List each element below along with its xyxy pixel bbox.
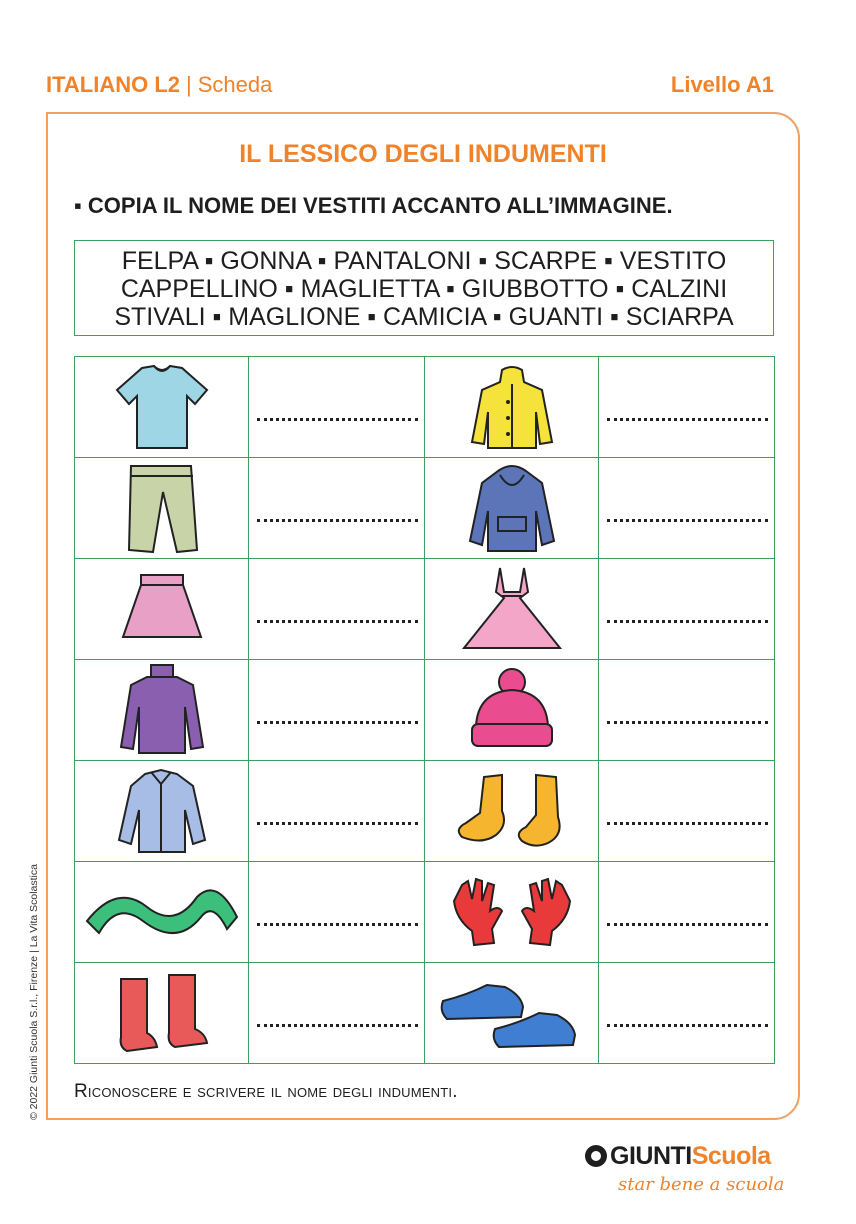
header-separator: |	[186, 72, 192, 97]
image-cell	[425, 357, 599, 458]
level-label: Livello A1	[670, 72, 774, 97]
word-bank-line: FELPA ▪ GONNA ▪ PANTALONI ▪ SCARPE ▪ VESTITO	[121, 247, 727, 275]
image-cell	[425, 862, 599, 963]
sweater-icon	[117, 663, 207, 757]
image-cell	[75, 761, 249, 862]
answer-line[interactable]	[249, 862, 425, 963]
beanie-icon	[464, 666, 560, 754]
answer-line[interactable]	[249, 357, 425, 458]
answer-line[interactable]	[249, 660, 425, 761]
footer-objective: Riconoscere e scrivere il nome degli indumenti.	[74, 1081, 458, 1102]
shirt-icon	[107, 766, 217, 856]
hoodie-icon	[462, 461, 562, 555]
image-cell	[425, 458, 599, 559]
answer-line[interactable]	[599, 862, 775, 963]
answer-line[interactable]	[599, 660, 775, 761]
answer-line[interactable]	[249, 963, 425, 1064]
page-title: IL LESSICO DEGLI INDUMENTI	[239, 140, 607, 168]
socks-icon	[452, 771, 572, 851]
answer-line[interactable]	[249, 761, 425, 862]
logo-brand-part2: Scuola	[691, 1142, 771, 1170]
logo-brand-part1: GIUNTI	[610, 1142, 692, 1170]
answer-line[interactable]	[249, 559, 425, 660]
image-cell	[75, 660, 249, 761]
answer-line[interactable]	[599, 357, 775, 458]
dress-icon	[462, 564, 562, 654]
answer-line[interactable]	[599, 559, 775, 660]
table-row	[75, 862, 775, 963]
answer-line[interactable]	[599, 458, 775, 559]
boots-icon	[107, 967, 217, 1059]
raincoat-icon	[462, 362, 562, 452]
copyright-text: © 2022 Giunti Scuola S.r.l., Firenze | La Vita Scolastica	[28, 864, 40, 1120]
image-cell	[75, 357, 249, 458]
image-cell	[75, 458, 249, 559]
t-shirt-icon	[107, 362, 217, 452]
publisher-logo	[585, 1142, 771, 1171]
subject-label: ITALIANO L2	[46, 72, 181, 97]
trousers-icon	[117, 462, 207, 554]
scarf-icon	[77, 877, 247, 947]
sheet-type-label: Scheda	[197, 72, 273, 97]
answer-line[interactable]	[249, 458, 425, 559]
image-cell	[75, 963, 249, 1064]
image-cell	[425, 963, 599, 1064]
sneakers-icon	[437, 971, 587, 1055]
skirt-icon	[117, 571, 207, 647]
header-subject	[46, 72, 272, 98]
exercise-table	[74, 356, 775, 1064]
table-row	[75, 357, 775, 458]
image-cell	[75, 559, 249, 660]
answer-line[interactable]	[599, 963, 775, 1064]
table-row	[75, 761, 775, 862]
logo-tagline: star bene a scuola	[618, 1174, 785, 1195]
image-cell	[425, 559, 599, 660]
word-bank-line: STIVALI ▪ MAGLIONE ▪ CAMICIA ▪ GUANTI ▪ SCIARPA	[114, 303, 734, 331]
gloves-icon	[442, 875, 582, 949]
image-cell	[75, 862, 249, 963]
word-bank	[74, 240, 774, 336]
table-row	[75, 963, 775, 1064]
image-cell	[425, 761, 599, 862]
table-row	[75, 458, 775, 559]
word-bank-line: CAPPELLINO ▪ MAGLIETTA ▪ GIUBBOTTO ▪ CALZINI	[120, 275, 728, 303]
table-row	[75, 559, 775, 660]
instruction-text: ▪ COPIA IL NOME DEI VESTITI ACCANTO ALL’IMMAGINE.	[74, 193, 673, 218]
logo-g-icon	[585, 1145, 607, 1167]
answer-line[interactable]	[599, 761, 775, 862]
table-row	[75, 660, 775, 761]
image-cell	[425, 660, 599, 761]
